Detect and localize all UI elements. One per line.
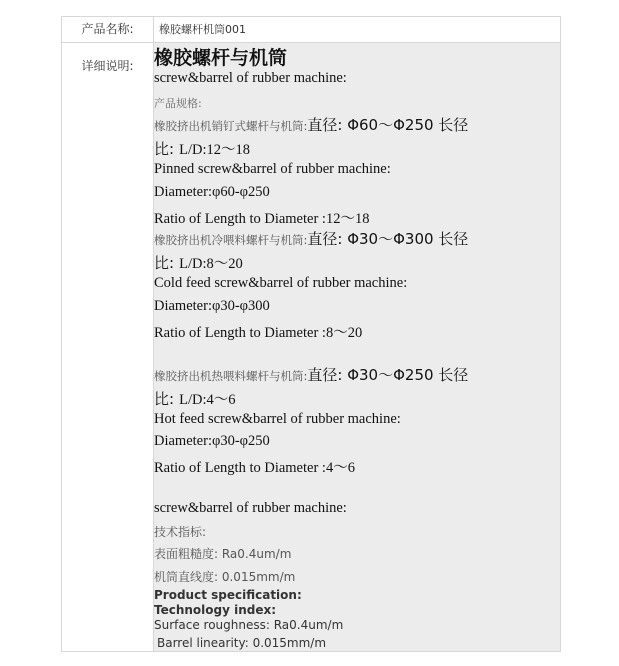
pinned-en: Pinned screw&barrel of rubber machine: — [154, 161, 391, 177]
product-detail-row — [62, 43, 560, 651]
pinned-cn-line — [154, 114, 468, 135]
cold-ratio-en: Ratio of Length to Diameter :8～20 — [154, 325, 363, 341]
hot-ratio-en: Ratio of Length to Diameter :4～6 — [154, 460, 355, 476]
hot-ratio: L/D:4～6 — [179, 392, 236, 408]
hot-ratio-line — [154, 388, 236, 409]
linearity-cn: 机筒直线度: 0.015mm/m — [154, 570, 296, 584]
cold-diameter: Diameter:φ30-φ300 — [154, 298, 270, 314]
cold-cn: 橡胶挤出机冷喂料螺杆与机筒: — [154, 233, 308, 247]
linearity-en: Barrel linearity: 0.015mm/m — [157, 636, 327, 650]
hot-cn: 橡胶挤出机热喂料螺杆与机筒: — [154, 369, 308, 383]
hot-cn-big: 直径: Φ30～Φ250 长径 — [307, 366, 469, 384]
pinned-ratio: L/D:12～18 — [179, 142, 251, 158]
cold-cn-big: 直径: Φ30～Φ300 长径 — [307, 230, 469, 248]
pinned-cn: 橡胶挤出机销钉式螺杆与机筒: — [154, 119, 308, 133]
product-name-label: 产品名称: — [62, 17, 154, 42]
cold-ratio: L/D:8～20 — [179, 256, 243, 272]
product-table — [61, 16, 561, 652]
detail-content — [154, 43, 560, 651]
hot-diameter: Diameter:φ30-φ250 — [154, 433, 270, 449]
detail-subtitle: screw&barrel of rubber machine: — [154, 70, 347, 86]
pinned-cn-big2: 比: — [154, 140, 175, 158]
cold-cn-big2: 比: — [154, 254, 175, 272]
surface-en: Surface roughness: Ra0.4um/m — [154, 618, 344, 632]
detail-label: 详细说明: — [81, 59, 134, 73]
tech-cn: 技术指标: — [154, 525, 207, 539]
cold-en: Cold feed screw&barrel of rubber machine: — [154, 275, 408, 291]
spec-en: Product specification: — [154, 588, 302, 602]
hot-en: Hot feed screw&barrel of rubber machine: — [154, 411, 401, 427]
surface-cn: 表面粗糙度: Ra0.4um/m — [154, 547, 292, 561]
pinned-diameter: Diameter:φ60-φ250 — [154, 184, 270, 200]
tech-en: Technology index: — [154, 603, 277, 617]
detail-title: 橡胶螺杆与机筒 — [154, 47, 288, 69]
hot-cn-big2: 比: — [154, 390, 175, 408]
product-name-row — [62, 17, 560, 43]
cold-cn-line — [154, 228, 468, 249]
subtitle-2: screw&barrel of rubber machine: — [154, 500, 347, 516]
cold-ratio-line — [154, 252, 243, 273]
pinned-ratio-line — [154, 138, 250, 159]
hot-cn-line — [154, 364, 468, 385]
spec-label: 产品规格: — [154, 97, 202, 110]
detail-label-cell — [62, 43, 154, 651]
pinned-cn-big: 直径: Φ60～Φ250 长径 — [307, 116, 469, 134]
product-name-value: 橡胶螺杆机筒001 — [159, 23, 246, 36]
pinned-ratio-en: Ratio of Length to Diameter :12～18 — [154, 211, 370, 227]
